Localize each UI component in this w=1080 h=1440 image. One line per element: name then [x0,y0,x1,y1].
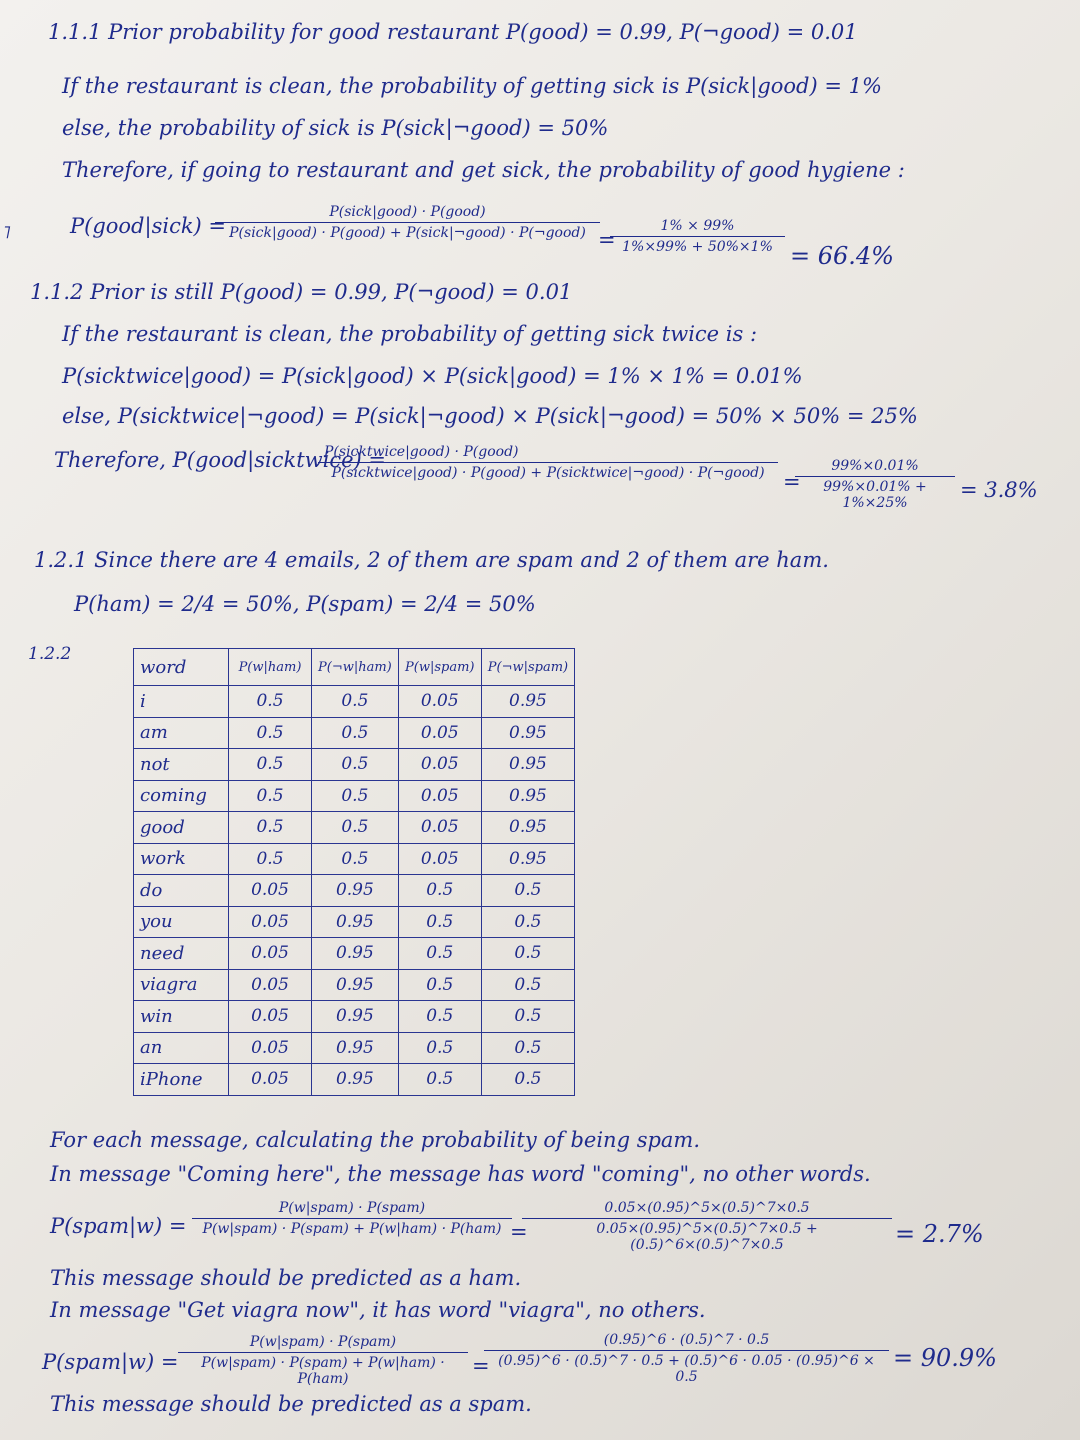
probability-cell: 0.05 [398,717,481,749]
s112-denominator: P(sicktwice|good) · P(good) + P(sicktwice|¬good) · P(¬good) [331,465,765,481]
s122-intro: For each message, calculating the probability of being spam. [50,1128,701,1152]
probability-cell: 0.5 [312,749,399,781]
probability-cell: 0.5 [481,1064,574,1096]
s111-line3: Therefore, if going to restaurant and get sick, the probability of good hygiene : [62,158,905,182]
header-p-w-ham: P(w|ham) [229,649,312,686]
table-row [134,780,575,812]
s112-numerator-values: 99%×0.01% [831,458,919,474]
probability-cell: 0.05 [398,780,481,812]
header-p-w-spam: P(w|spam) [398,649,481,686]
s112-fraction [318,444,778,481]
probability-cell: 0.5 [398,1064,481,1096]
probability-cell: 0.5 [481,906,574,938]
m2-numerator: P(w|spam) · P(spam) [249,1334,397,1350]
header-p-not-w-ham: P(¬w|ham) [312,649,399,686]
probability-cell: 0.05 [229,969,312,1001]
probability-cell: 0.05 [229,906,312,938]
table-header-row [134,649,575,686]
probability-cell: 0.5 [481,1032,574,1064]
s111-eq: = [598,228,616,252]
probability-cell: 0.95 [481,717,574,749]
probability-cell: 0.05 [229,875,312,907]
s111-fraction [215,204,600,241]
word-cell: you [134,906,229,938]
s111-denominator-values: 1%×99% + 50%×1% [622,239,773,255]
m2-eq: = [472,1354,490,1378]
s121-line1: 1.2.1 Since there are 4 emails, 2 of them are spam and 2 of them are ham. [34,548,829,572]
table-row [134,1001,575,1033]
word-cell: not [134,749,229,781]
m2-numerator-values: (0.95)^6 · (0.5)^7 · 0.5 [603,1332,770,1348]
probability-cell: 0.95 [312,1032,399,1064]
m2-denominator-values: (0.95)^6 · (0.5)^7 · 0.5 + (0.5)^6 · 0.05 · (0.95)^6 × 0.5 [498,1353,875,1385]
table-row [134,969,575,1001]
header-word: word [134,649,229,686]
probability-cell: 0.5 [398,875,481,907]
probability-cell: 0.5 [398,1032,481,1064]
table-row [134,686,575,718]
word-cell: work [134,843,229,875]
s111-title: 1.1.1 Prior probability for good restaurant P(good) = 0.99, P(¬good) = 0.01 [48,20,858,44]
probability-cell: 0.5 [481,969,574,1001]
s122-message1: In message "Coming here", the message has word "coming", no other words. [50,1162,871,1186]
s111-result: = 66.4% [790,242,894,270]
probability-cell: 0.05 [398,686,481,718]
probability-cell: 0.95 [481,686,574,718]
s112-line3: else, P(sicktwice|¬good) = P(sick|¬good) × P(sick|¬good) = 50% × 50% = 25% [62,404,918,428]
table-row [134,875,575,907]
s111-numerator: P(sick|good) · P(good) [329,204,486,220]
s122-title: 1.2.2 [28,644,72,664]
s111-denominator: P(sick|good) · P(good) + P(sick|¬good) · P(¬good) [229,225,586,241]
s111-numerator-values: 1% × 99% [660,218,735,234]
probability-cell: 0.95 [312,969,399,1001]
word-cell: an [134,1032,229,1064]
s112-denominator-values: 99%×0.01% + 1%×25% [823,479,927,511]
probability-cell: 0.95 [481,843,574,875]
word-cell: need [134,938,229,970]
s112-line1: If the restaurant is clean, the probability of getting sick twice is : [62,322,758,346]
m1-result: = 2.7% [895,1220,984,1248]
word-cell: am [134,717,229,749]
probability-cell: 0.05 [229,938,312,970]
probability-cell: 0.5 [398,1001,481,1033]
s112-title: 1.1.2 Prior is still P(good) = 0.99, P(¬good) = 0.01 [30,280,573,304]
probability-cell: 0.5 [229,717,312,749]
probability-cell: 0.5 [229,812,312,844]
s121-line2: P(ham) = 2/4 = 50%, P(spam) = 2/4 = 50% [74,592,536,616]
probability-cell: 0.05 [229,1032,312,1064]
probability-cell: 0.95 [312,1001,399,1033]
m1-denominator: P(w|spam) · P(spam) + P(w|ham) · P(ham) [202,1221,502,1237]
probability-cell: 0.95 [481,780,574,812]
probability-cell: 0.5 [312,717,399,749]
m2-denominator: P(w|spam) · P(spam) + P(w|ham) · P(ham) [201,1355,445,1387]
word-cell: i [134,686,229,718]
word-probability-table [133,648,575,1096]
s111-line2: else, the probability of sick is P(sick|¬good) = 50% [62,116,609,140]
m2-conclusion: This message should be predicted as a spam. [50,1392,532,1416]
table-row [134,843,575,875]
probability-cell: 0.5 [229,749,312,781]
m2-fraction-values [484,1332,889,1385]
probability-cell: 0.5 [312,843,399,875]
m1-fraction [192,1200,512,1237]
s111-line1: If the restaurant is clean, the probability of getting sick is P(sick|good) = 1% [62,74,882,98]
m1-numerator: P(w|spam) · P(spam) [278,1200,426,1216]
table-row [134,938,575,970]
s112-eq: = [783,470,801,494]
header-p-not-w-spam: P(¬w|spam) [481,649,574,686]
probability-cell: 0.05 [398,812,481,844]
s111-lhs: P(good|sick) = [70,214,227,238]
table-row [134,1064,575,1096]
probability-cell: 0.5 [481,1001,574,1033]
word-cell: good [134,812,229,844]
m1-denominator-values: 0.05×(0.95)^5×(0.5)^7×0.5 + (0.5)^6×(0.5)^7×0.5 [596,1221,818,1253]
probability-cell: 0.5 [398,906,481,938]
s112-fraction-values [795,458,955,511]
probability-cell: 0.05 [398,843,481,875]
margin-mark: ˥ [2,222,11,243]
probability-cell: 0.95 [312,875,399,907]
probability-cell: 0.5 [312,812,399,844]
probability-cell: 0.5 [229,686,312,718]
table-row [134,906,575,938]
m2-result: = 90.9% [893,1344,997,1372]
s122-message2: In message "Get viagra now", it has word "viagra", no others. [50,1298,706,1322]
probability-cell: 0.5 [398,969,481,1001]
m1-numerator-values: 0.05×(0.95)^5×(0.5)^7×0.5 [604,1200,810,1216]
s112-line2: P(sicktwice|good) = P(sick|good) × P(sick|good) = 1% × 1% = 0.01% [62,364,803,388]
probability-cell: 0.5 [481,875,574,907]
table-row [134,749,575,781]
s112-lhs: Therefore, P(good|sicktwice) = [54,448,386,472]
word-cell: viagra [134,969,229,1001]
probability-cell: 0.5 [229,843,312,875]
m1-eq: = [510,1220,528,1244]
probability-cell: 0.05 [229,1001,312,1033]
probability-cell: 0.5 [481,938,574,970]
m2-fraction [178,1334,468,1387]
s111-fraction-values [610,218,785,255]
table-row [134,812,575,844]
probability-cell: 0.95 [481,812,574,844]
table-row [134,717,575,749]
word-cell: iPhone [134,1064,229,1096]
word-cell: do [134,875,229,907]
probability-cell: 0.5 [312,780,399,812]
probability-cell: 0.95 [312,1064,399,1096]
probability-cell: 0.05 [398,749,481,781]
probability-cell: 0.5 [398,938,481,970]
s112-numerator: P(sicktwice|good) · P(good) [324,444,519,460]
probability-cell: 0.95 [481,749,574,781]
m2-lhs: P(spam|w) = [42,1350,179,1374]
probability-cell: 0.05 [229,1064,312,1096]
word-cell: coming [134,780,229,812]
m1-lhs: P(spam|w) = [50,1214,187,1238]
m1-conclusion: This message should be predicted as a ham. [50,1266,522,1290]
m1-fraction-values [522,1200,892,1253]
probability-cell: 0.95 [312,906,399,938]
s112-result: = 3.8% [960,478,1038,502]
table-row [134,1032,575,1064]
probability-cell: 0.95 [312,938,399,970]
probability-cell: 0.5 [229,780,312,812]
probability-cell: 0.5 [312,686,399,718]
word-cell: win [134,1001,229,1033]
